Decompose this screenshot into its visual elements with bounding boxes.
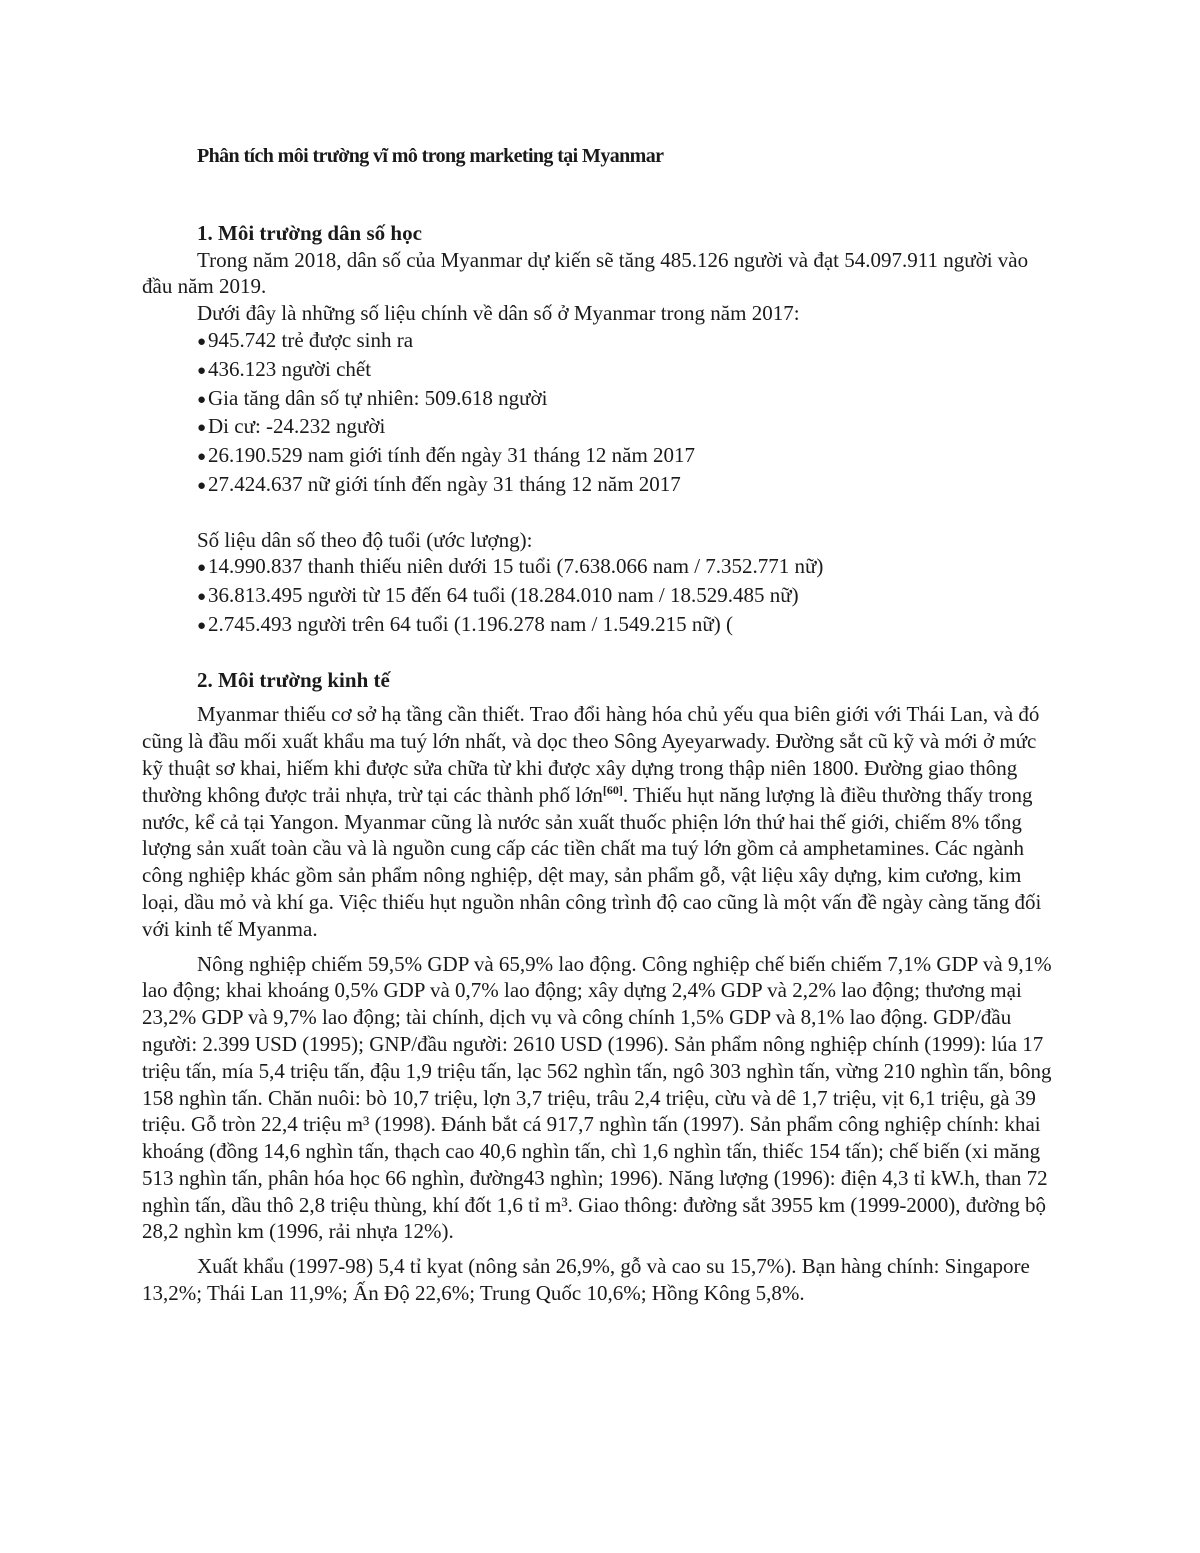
population-lead: Dưới đây là những số liệu chính về dân số ở Myanmar trong năm 2017: bbox=[197, 301, 800, 326]
age-stats-lead: Số liệu dân số theo độ tuổi (ước lượng): bbox=[197, 527, 533, 552]
population-stats-list bbox=[142, 327, 1062, 500]
bullet-icon: ● bbox=[197, 617, 207, 634]
list-item: ●Gia tăng dân số tự nhiên: 509.618 người bbox=[197, 385, 1062, 414]
population-intro: Trong năm 2018, dân số của Myanmar dự kiến sẽ tăng 485.126 người và đạt 54.097.911 người vào đầu năm 2019. bbox=[142, 247, 1029, 299]
section-1-heading: 1. Môi trường dân số học bbox=[197, 220, 422, 245]
list-item: ●945.742 trẻ được sinh ra bbox=[197, 327, 1062, 356]
age-stats-list bbox=[142, 553, 1062, 639]
bullet-icon: ● bbox=[197, 420, 207, 437]
bullet-icon: ● bbox=[197, 589, 207, 606]
bullet-icon: ● bbox=[197, 449, 207, 466]
footnote-reference[interactable]: [60] bbox=[602, 782, 623, 797]
list-item: ●Di cư: -24.232 người bbox=[197, 413, 1062, 442]
economy-paragraph-3: Xuất khẩu (1997-98) 5,4 tỉ kyat (nông sản 26,9%, gỗ và cao su 15,7%). Bạn hàng chính: Singapore 13,2%; Thái Lan 11,9%; Ấn Độ 22,6%; Trung Quốc 10,6%; Hồng Kông 5,8%. bbox=[142, 1254, 1030, 1306]
bullet-icon: ● bbox=[197, 333, 207, 350]
document-body bbox=[142, 143, 1062, 1307]
bullet-icon: ● bbox=[197, 391, 207, 408]
bullet-icon: ● bbox=[197, 477, 207, 494]
spacer bbox=[142, 500, 1062, 527]
document-title: Phân tích môi trường vĩ mô trong marketing tại Myanmar bbox=[197, 145, 664, 167]
economy-paragraph-2: Nông nghiệp chiếm 59,5% GDP và 65,9% lao động. Công nghiệp chế biến chiếm 7,1% GDP và 9,1% lao động; khai khoáng 0,5% GDP và 0,7% lao động; xây dựng 2,4% GDP và 2,2% lao động; thương mại 23,2% GDP và 9,7% lao động; tài chính, dịch vụ và công chính 1,5% GDP và 8,1% lao động. GDP/đầu người: 2.399 USD (1995); GNP/đầu người: 2610 USD (1996). Sản phẩm nông nghiệp chính (1999): lúa 17 triệu tấn, mía 5,4 triệu tấn, đậu 1,9 triệu tấn, lạc 562 nghìn tấn, ngô 303 nghìn tấn, vừng 210 nghìn tấn, bông 158 nghìn tấn. Chăn nuôi: bò 10,7 triệu, lợn 3,7 triệu, trâu 2,4 triệu, cừu và dê 1,7 triệu, vịt 6,1 triệu, gà 39 triệu. Gỗ tròn 22,4 triệu m³ (1998). Đánh bắt cá 917,7 nghìn tấn (1997). Sản phẩm công nghiệp chính: khai khoáng (đồng 14,6 nghìn tấn, thạch cao 40,6 nghìn tấn, chì 1,6 nghìn tấn, thiếc 154 tấn); chế biến (xi măng 513 nghìn tấn, phân hóa học 66 nghìn, đường43 nghìn; 1996). Năng lượng (1996): điện 4,3 tỉ kW.h, than 72 nghìn tấn, dầu thô 2,8 triệu thùng, khí đốt 1,6 tỉ m³. Giao thông: đường sắt 3955 km (1999-2000), đường bộ 28,2 nghìn km (1996, rải nhựa 12%). bbox=[142, 951, 1052, 1244]
bullet-icon: ● bbox=[197, 362, 207, 379]
bullet-icon: ● bbox=[197, 560, 207, 577]
list-item: ●36.813.495 người từ 15 đến 64 tuổi (18.284.010 nam / 18.529.485 nữ) bbox=[197, 582, 1062, 611]
list-item: ●14.990.837 thanh thiếu niên dưới 15 tuổi (7.638.066 nam / 7.352.771 nữ) bbox=[197, 553, 1062, 582]
list-item: ●27.424.637 nữ giới tính đến ngày 31 tháng 12 năm 2017 bbox=[197, 471, 1062, 500]
section-2-heading: 2. Môi trường kinh tế bbox=[197, 667, 390, 692]
spacer bbox=[142, 640, 1062, 667]
list-item: ●2.745.493 người trên 64 tuổi (1.196.278 nam / 1.549.215 nữ) ( bbox=[197, 611, 1062, 640]
economy-paragraph-1: Myanmar thiếu cơ sở hạ tầng cần thiết. Trao đổi hàng hóa chủ yếu qua biên giới với Thái Lan, và đó cũng là đầu mối xuất khẩu ma tuý lớn nhất, và dọc theo Sông Ayeyarwady. Đường sắt cũ kỹ và mới ở mức kỹ thuật sơ khai, hiếm khi được sửa chữa từ khi được xây dựng trong thập niên 1800. Đường giao thông thường không được trải nhựa, trừ tại các thành phố lớn[60]. Thiếu hụt năng lượng là điều thường thấy trong nước, kể cả tại Yangon. Myanmar cũng là nước sản xuất thuốc phiện lớn thứ hai thế giới, chiếm 8% tổng lượng sản xuất toàn cầu và là nguồn cung cấp các tiền chất ma tuý lớn gồm cả amphetamines. Các ngành công nghiệp khác gồm sản phẩm nông nghiệp, dệt may, sản phẩm gỗ, vật liệu xây dựng, kim cương, kim loại, dầu mỏ và khí ga. Việc thiếu hụt nguồn nhân công trình độ cao cũng là một vấn đề ngày càng tăng đối với kinh tế Myanma. bbox=[142, 702, 1042, 941]
list-item: ●26.190.529 nam giới tính đến ngày 31 tháng 12 năm 2017 bbox=[197, 442, 1062, 471]
list-item: ●436.123 người chết bbox=[197, 356, 1062, 385]
